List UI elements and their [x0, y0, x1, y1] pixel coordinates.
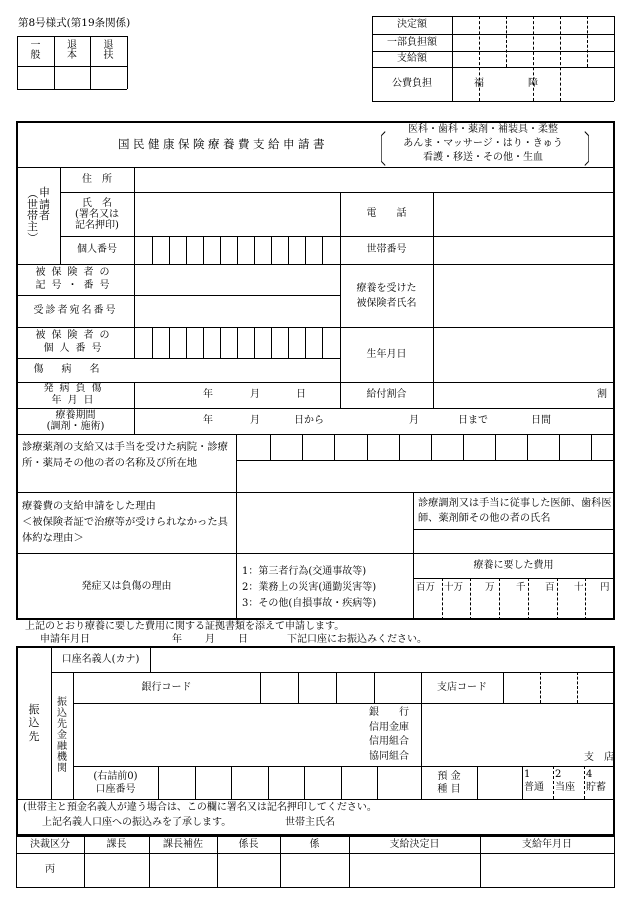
injury-name-label: 傷病名: [33, 364, 118, 376]
treatment-cost-label: 療養に要した費用: [473, 559, 554, 571]
period-year-label: 年: [203, 415, 213, 426]
paid-amount-label: 支給額: [397, 53, 427, 65]
form-number: 第8号様式(第19条関係): [18, 17, 131, 29]
insured-personal-number-label: 被保険者の 個人番号: [35, 330, 116, 354]
unit-yen: 円: [600, 582, 610, 593]
address-label: 住 所: [82, 173, 112, 185]
partial-burden-label: 一部負担額: [387, 36, 437, 48]
onset-day-label: 日: [296, 389, 306, 400]
institution-label: 診療薬剤の支給又は手当を受けた病院・診療所・薬局その他の者の名称及び所在地: [22, 441, 228, 469]
declaration-text: 上記のとおり療養に要した費用に関する証拠書類を添えて申請します。: [25, 621, 345, 632]
branch-code-label: 支店コード: [437, 681, 487, 693]
cause-option-3: 3：その他(自損事故・疾病等): [242, 598, 377, 609]
transfer-note: 下記口座にお振込みください。: [287, 634, 427, 645]
treatment-period-label: 療養期間 (調剤・施術): [46, 409, 105, 432]
public-burden-label: 公費負担: [392, 78, 432, 90]
account-number-label: (右詰前0) 口座番号: [93, 770, 138, 795]
ratio-unit-label: 割: [597, 389, 607, 400]
householder-name-label: 世帯主氏名: [285, 817, 335, 828]
period-end-month-label: 月: [409, 415, 419, 426]
branch-label: 支 店: [584, 752, 614, 763]
bracket-left-icon: 〔: [369, 129, 386, 174]
approval-header-4: 係: [309, 838, 320, 850]
cause-label: 発症又は負傷の理由: [81, 580, 172, 592]
approval-header-6: 支給年月日: [522, 838, 572, 850]
bank-code-label: 銀行コード: [141, 681, 192, 693]
category-general: 一 般: [30, 39, 41, 61]
deposit-current: 2 当座: [555, 769, 575, 793]
birth-date-label: 生年月日: [366, 348, 407, 360]
deposit-savings: 4 貯蓄: [586, 769, 606, 793]
period-month-label: 月: [250, 415, 260, 426]
period-days-label: 日間: [531, 415, 551, 426]
recipient-number-label: 受診者宛名番号: [33, 305, 118, 317]
household-number-label: 世帯番号: [366, 244, 407, 256]
onset-date-label: 発病負傷 年月日: [43, 383, 108, 406]
phone-label: 電 話: [366, 208, 407, 220]
sho-label: 障: [528, 78, 538, 90]
unit-ten-thousand: 万: [485, 582, 495, 593]
application-date-label: 申請年月日: [40, 634, 90, 645]
approval-class-value: 丙: [45, 864, 55, 876]
category-line-3: 看護・移送・その他・生血: [423, 152, 543, 164]
unit-thousand: 千: [516, 582, 526, 593]
deposit-type-label: 預 金 種 目: [437, 770, 461, 795]
category-line-1: 医科・歯科・薬剤・補装具・柔整: [408, 124, 558, 136]
financial-institution-label: 振 込 先 金 融 機 関: [57, 697, 67, 774]
onset-year-label: 年: [203, 389, 213, 400]
approval-header-3: 係長: [238, 838, 259, 850]
practitioner-label: 診療調剤又は手当に従事した医師、歯科医師、薬剤師その他の者の氏名: [418, 498, 612, 524]
approval-header-0: 決裁区分: [30, 838, 70, 850]
patient-name-label: 療養を受けた 被保険者氏名: [356, 282, 417, 309]
consent-note-2: 上記名義人口座への振込みを了承します。: [42, 817, 232, 828]
unit-million: 百万: [416, 582, 436, 593]
unit-hundred-thousand: 十万: [444, 582, 464, 593]
bank-type-label: 銀 行 信用金庫 信用組合 協同組合: [369, 707, 409, 762]
category-retired-dependent: 退 扶: [103, 39, 114, 61]
period-from-label: 日から: [294, 415, 324, 426]
application-day-label: 日: [238, 634, 248, 645]
deposit-ordinary: 1 普通: [524, 769, 544, 793]
application-year-label: 年: [172, 634, 182, 645]
form-title: 国民健康保険療養費支給申請書: [118, 137, 328, 151]
decided-amount-label: 決定額: [397, 19, 427, 31]
category-retired-self: 退 本: [67, 39, 77, 61]
transfer-destination-label: 振 込 先: [28, 703, 40, 743]
unit-ten: 十: [574, 582, 584, 593]
personal-number-label: 個人番号: [77, 244, 117, 256]
approval-header-1: 課長: [106, 838, 127, 850]
approval-header-2: 課長補佐: [163, 838, 203, 850]
benefit-ratio-label: 給付割合: [366, 389, 407, 401]
fuku-label: 福: [474, 78, 484, 90]
consent-note-1: (世帯主と預金名義人が違う場合は、この欄に署名又は記名押印してください。: [23, 802, 377, 813]
bracket-right-icon: 〕: [584, 129, 601, 174]
unit-hundred: 百: [545, 582, 555, 593]
account-holder-label: 口座名義人(カナ): [61, 653, 140, 665]
application-month-label: 月: [205, 634, 215, 645]
cause-option-2: 2：業務上の災害(通勤災害等): [242, 582, 377, 593]
period-until-label: 日まで: [458, 415, 488, 426]
cause-option-1: 1：第三者行為(交通事故等): [242, 566, 367, 577]
onset-month-label: 月: [250, 389, 260, 400]
insured-symbol-number-label: 被保険者の 記号・番号: [35, 267, 116, 291]
approval-header-5: 支給決定日: [389, 838, 440, 850]
category-line-2: あんま・マッサージ・はり・きゅう: [403, 138, 563, 150]
applicant-group-label: （ 世 帯 主 ） 申 請 者: [26, 186, 50, 243]
name-label: 氏 名 (署名又は 記名押印): [75, 197, 119, 231]
reason-label: 療養費の支給申請をした理由 ＜被保険者証で治療等が受けられなかった具体約な理由＞: [22, 500, 228, 544]
